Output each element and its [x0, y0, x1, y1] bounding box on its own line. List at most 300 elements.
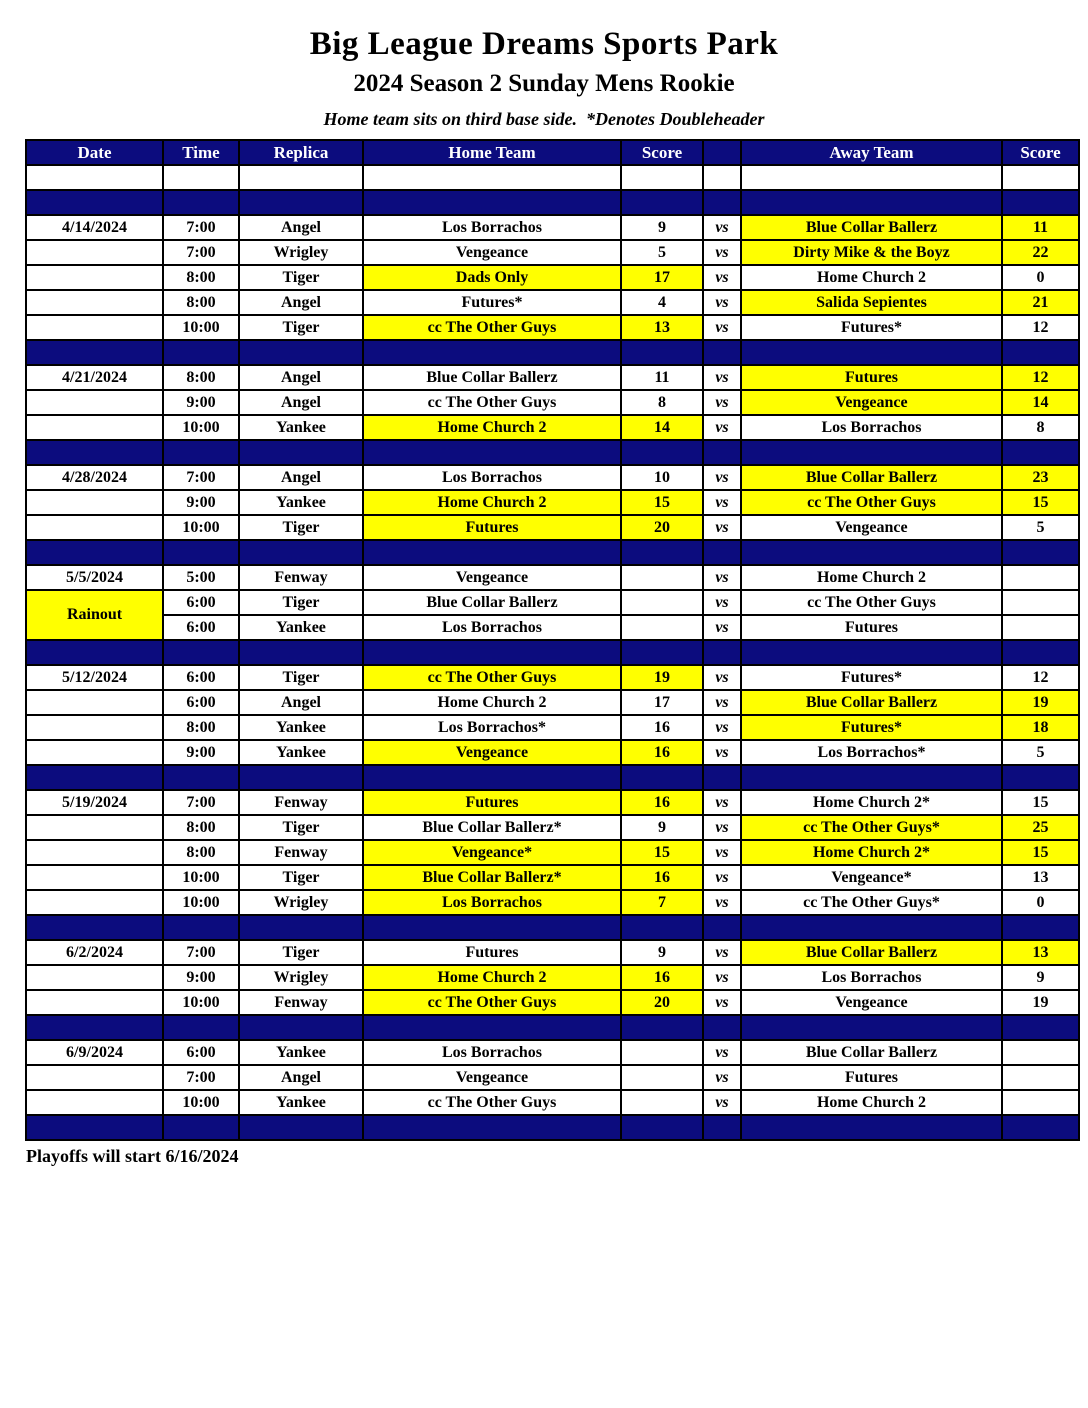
away-score-cell — [1002, 590, 1079, 615]
time-cell: 7:00 — [163, 215, 239, 240]
home-team-cell: Home Church 2 — [363, 965, 621, 990]
empty-cell — [239, 165, 363, 190]
home-team-cell: cc The Other Guys — [363, 1090, 621, 1115]
column-header-date: Date — [26, 140, 163, 165]
column-header-away-team: Away Team — [741, 140, 1002, 165]
away-team-cell: Futures — [741, 615, 1002, 640]
time-cell: 9:00 — [163, 740, 239, 765]
replica-cell: Angel — [239, 465, 363, 490]
separator-cell — [239, 640, 363, 665]
separator-cell — [741, 1015, 1002, 1040]
separator-cell — [239, 340, 363, 365]
away-score-cell — [1002, 1065, 1079, 1090]
separator-cell — [703, 640, 741, 665]
home-team-cell: Los Borrachos* — [363, 715, 621, 740]
away-team-cell: Futures* — [741, 315, 1002, 340]
away-team-cell: Home Church 2 — [741, 265, 1002, 290]
home-team-cell: cc The Other Guys — [363, 315, 621, 340]
rainout-cell: Rainout — [26, 590, 163, 640]
game-row — [26, 215, 1079, 240]
game-row — [26, 665, 1079, 690]
home-score-cell: 9 — [621, 940, 703, 965]
date-cell — [26, 1065, 163, 1090]
separator-cell — [741, 540, 1002, 565]
home-score-cell — [621, 615, 703, 640]
separator-row — [26, 1115, 1079, 1140]
vs-cell: vs — [703, 290, 741, 315]
away-team-cell: cc The Other Guys* — [741, 815, 1002, 840]
away-team-cell: Blue Collar Ballerz — [741, 690, 1002, 715]
column-header-score: Score — [1002, 140, 1079, 165]
vs-cell: vs — [703, 315, 741, 340]
time-cell: 8:00 — [163, 265, 239, 290]
replica-cell: Wrigley — [239, 890, 363, 915]
separator-cell — [621, 340, 703, 365]
separator-cell — [26, 640, 163, 665]
vs-cell: vs — [703, 265, 741, 290]
game-row — [26, 940, 1079, 965]
separator-cell — [26, 915, 163, 940]
separator-cell — [26, 340, 163, 365]
away-team-cell: Futures — [741, 1065, 1002, 1090]
away-score-cell: 14 — [1002, 390, 1079, 415]
home-score-cell: 20 — [621, 990, 703, 1015]
separator-cell — [741, 640, 1002, 665]
column-header-replica: Replica — [239, 140, 363, 165]
time-cell: 7:00 — [163, 240, 239, 265]
vs-cell: vs — [703, 240, 741, 265]
separator-cell — [703, 915, 741, 940]
home-team-cell: Home Church 2 — [363, 690, 621, 715]
date-cell — [26, 290, 163, 315]
date-cell — [26, 690, 163, 715]
empty-cell — [363, 165, 621, 190]
separator-row — [26, 640, 1079, 665]
home-team-cell: Blue Collar Ballerz* — [363, 815, 621, 840]
date-cell: 5/12/2024 — [26, 665, 163, 690]
empty-cell — [741, 165, 1002, 190]
separator-cell — [363, 1015, 621, 1040]
home-team-cell: cc The Other Guys — [363, 990, 621, 1015]
date-cell — [26, 415, 163, 440]
away-score-cell: 12 — [1002, 665, 1079, 690]
separator-cell — [363, 1115, 621, 1140]
page-subtitle: 2024 Season 2 Sunday Mens Rookie — [353, 70, 735, 97]
separator-row — [26, 190, 1079, 215]
game-row — [26, 490, 1079, 515]
empty-cell — [703, 165, 741, 190]
vs-cell: vs — [703, 815, 741, 840]
home-team-cell: Dads Only — [363, 265, 621, 290]
separator-row — [26, 1015, 1079, 1040]
time-cell: 7:00 — [163, 940, 239, 965]
date-cell — [26, 740, 163, 765]
home-score-cell: 20 — [621, 515, 703, 540]
away-team-cell: Blue Collar Ballerz — [741, 215, 1002, 240]
home-team-cell: Vengeance* — [363, 840, 621, 865]
away-team-cell: Vengeance — [741, 390, 1002, 415]
game-row — [26, 815, 1079, 840]
away-team-cell: Blue Collar Ballerz — [741, 465, 1002, 490]
separator-row — [26, 540, 1079, 565]
home-score-cell — [621, 1090, 703, 1115]
home-team-cell: Los Borrachos — [363, 215, 621, 240]
date-cell — [26, 890, 163, 915]
date-cell — [26, 515, 163, 540]
empty-cell — [621, 165, 703, 190]
date-cell — [26, 965, 163, 990]
separator-cell — [621, 1115, 703, 1140]
away-team-cell: Home Church 2 — [741, 565, 1002, 590]
separator-cell — [1002, 540, 1079, 565]
separator-cell — [239, 765, 363, 790]
home-score-cell: 17 — [621, 265, 703, 290]
game-row — [26, 415, 1079, 440]
away-score-cell: 13 — [1002, 865, 1079, 890]
separator-cell — [163, 440, 239, 465]
home-team-cell: Vengeance — [363, 740, 621, 765]
away-team-cell: Home Church 2 — [741, 1090, 1002, 1115]
away-score-cell: 8 — [1002, 415, 1079, 440]
date-cell — [26, 815, 163, 840]
away-team-cell: Vengeance — [741, 990, 1002, 1015]
away-score-cell: 22 — [1002, 240, 1079, 265]
separator-cell — [163, 915, 239, 940]
home-score-cell — [621, 565, 703, 590]
separator-cell — [1002, 440, 1079, 465]
time-cell: 7:00 — [163, 465, 239, 490]
time-cell: 6:00 — [163, 590, 239, 615]
away-team-cell: Home Church 2* — [741, 790, 1002, 815]
game-row — [26, 865, 1079, 890]
home-score-cell: 14 — [621, 415, 703, 440]
away-team-cell: Vengeance* — [741, 865, 1002, 890]
separator-cell — [239, 440, 363, 465]
time-cell: 10:00 — [163, 865, 239, 890]
home-team-note: Home team sits on third base side. *Denotes Doubleheader — [323, 109, 765, 129]
column-header-vs — [703, 140, 741, 165]
vs-cell: vs — [703, 590, 741, 615]
date-cell — [26, 315, 163, 340]
time-cell: 10:00 — [163, 990, 239, 1015]
separator-cell — [703, 340, 741, 365]
game-row — [26, 315, 1079, 340]
home-score-cell — [621, 590, 703, 615]
replica-cell: Tiger — [239, 665, 363, 690]
replica-cell: Angel — [239, 365, 363, 390]
separator-cell — [1002, 640, 1079, 665]
separator-cell — [239, 1015, 363, 1040]
game-row — [26, 1065, 1079, 1090]
time-cell: 7:00 — [163, 790, 239, 815]
away-team-cell: Futures — [741, 365, 1002, 390]
time-cell: 8:00 — [163, 840, 239, 865]
replica-cell: Tiger — [239, 515, 363, 540]
away-score-cell: 13 — [1002, 940, 1079, 965]
game-row — [26, 515, 1079, 540]
game-row — [26, 840, 1079, 865]
replica-cell: Fenway — [239, 790, 363, 815]
separator-cell — [26, 540, 163, 565]
vs-cell: vs — [703, 740, 741, 765]
away-score-cell: 18 — [1002, 715, 1079, 740]
away-team-cell: Dirty Mike & the Boyz — [741, 240, 1002, 265]
playoffs-note: Playoffs will start 6/16/2024 — [26, 1146, 239, 1166]
vs-cell: vs — [703, 465, 741, 490]
home-team-cell: Futures — [363, 515, 621, 540]
home-score-cell: 19 — [621, 665, 703, 690]
date-cell — [26, 240, 163, 265]
away-team-cell: cc The Other Guys — [741, 590, 1002, 615]
away-score-cell: 21 — [1002, 290, 1079, 315]
date-cell — [26, 865, 163, 890]
home-team-cell: Vengeance — [363, 565, 621, 590]
date-cell: 6/2/2024 — [26, 940, 163, 965]
separator-cell — [163, 765, 239, 790]
home-score-cell: 8 — [621, 390, 703, 415]
vs-cell: vs — [703, 690, 741, 715]
time-cell: 7:00 — [163, 1065, 239, 1090]
empty-row — [26, 165, 1079, 190]
home-score-cell: 16 — [621, 740, 703, 765]
home-score-cell: 5 — [621, 240, 703, 265]
game-row — [26, 690, 1079, 715]
away-team-cell: Home Church 2* — [741, 840, 1002, 865]
vs-cell: vs — [703, 565, 741, 590]
separator-cell — [741, 915, 1002, 940]
home-score-cell: 7 — [621, 890, 703, 915]
vs-cell: vs — [703, 890, 741, 915]
replica-cell: Yankee — [239, 740, 363, 765]
home-score-cell: 16 — [621, 865, 703, 890]
away-score-cell: 15 — [1002, 490, 1079, 515]
replica-cell: Tiger — [239, 940, 363, 965]
date-cell — [26, 490, 163, 515]
separator-cell — [363, 540, 621, 565]
separator-cell — [703, 1015, 741, 1040]
away-score-cell: 11 — [1002, 215, 1079, 240]
date-cell: 5/5/2024 — [26, 565, 163, 590]
replica-cell: Angel — [239, 290, 363, 315]
separator-cell — [239, 1115, 363, 1140]
away-team-cell: Futures* — [741, 715, 1002, 740]
vs-cell: vs — [703, 515, 741, 540]
separator-cell — [703, 1115, 741, 1140]
away-team-cell: cc The Other Guys — [741, 490, 1002, 515]
home-team-cell: Los Borrachos — [363, 890, 621, 915]
vs-cell: vs — [703, 390, 741, 415]
replica-cell: Tiger — [239, 265, 363, 290]
separator-row — [26, 915, 1079, 940]
time-cell: 10:00 — [163, 1090, 239, 1115]
replica-cell: Angel — [239, 215, 363, 240]
empty-cell — [163, 165, 239, 190]
vs-cell: vs — [703, 1040, 741, 1065]
home-score-cell: 9 — [621, 215, 703, 240]
home-score-cell — [621, 1040, 703, 1065]
home-team-cell: Futures — [363, 940, 621, 965]
home-team-cell: Home Church 2 — [363, 490, 621, 515]
home-team-cell: cc The Other Guys — [363, 390, 621, 415]
game-row — [26, 565, 1079, 590]
separator-cell — [163, 1015, 239, 1040]
home-score-cell: 16 — [621, 965, 703, 990]
away-score-cell: 0 — [1002, 265, 1079, 290]
replica-cell: Tiger — [239, 315, 363, 340]
home-score-cell: 10 — [621, 465, 703, 490]
replica-cell: Tiger — [239, 865, 363, 890]
vs-cell: vs — [703, 865, 741, 890]
game-row — [26, 890, 1079, 915]
away-score-cell: 19 — [1002, 690, 1079, 715]
separator-cell — [621, 190, 703, 215]
away-team-cell: Los Borrachos* — [741, 740, 1002, 765]
replica-cell: Yankee — [239, 415, 363, 440]
separator-cell — [363, 765, 621, 790]
game-row — [26, 740, 1079, 765]
separator-cell — [363, 640, 621, 665]
home-score-cell: 16 — [621, 715, 703, 740]
time-cell: 6:00 — [163, 615, 239, 640]
home-team-cell: Blue Collar Ballerz — [363, 365, 621, 390]
away-team-cell: cc The Other Guys* — [741, 890, 1002, 915]
replica-cell: Yankee — [239, 1040, 363, 1065]
vs-cell: vs — [703, 715, 741, 740]
away-score-cell — [1002, 1090, 1079, 1115]
vs-cell: vs — [703, 490, 741, 515]
game-row — [26, 465, 1079, 490]
separator-cell — [1002, 190, 1079, 215]
home-team-cell: Los Borrachos — [363, 465, 621, 490]
separator-cell — [363, 915, 621, 940]
separator-cell — [1002, 915, 1079, 940]
separator-cell — [26, 765, 163, 790]
separator-cell — [239, 190, 363, 215]
date-cell — [26, 990, 163, 1015]
away-score-cell: 15 — [1002, 790, 1079, 815]
empty-cell — [1002, 165, 1079, 190]
separator-cell — [741, 340, 1002, 365]
replica-cell: Tiger — [239, 590, 363, 615]
home-score-cell: 15 — [621, 490, 703, 515]
replica-cell: Yankee — [239, 490, 363, 515]
separator-cell — [741, 1115, 1002, 1140]
time-cell: 9:00 — [163, 490, 239, 515]
date-cell: 4/28/2024 — [26, 465, 163, 490]
home-team-cell: Los Borrachos — [363, 1040, 621, 1065]
home-score-cell: 13 — [621, 315, 703, 340]
away-team-cell: Salida Sepientes — [741, 290, 1002, 315]
column-header-time: Time — [163, 140, 239, 165]
game-row — [26, 265, 1079, 290]
game-row — [26, 615, 1079, 640]
replica-cell: Fenway — [239, 565, 363, 590]
away-score-cell — [1002, 565, 1079, 590]
away-team-cell: Blue Collar Ballerz — [741, 940, 1002, 965]
game-row — [26, 990, 1079, 1015]
home-team-cell: Futures — [363, 790, 621, 815]
home-team-cell: Futures* — [363, 290, 621, 315]
separator-cell — [239, 540, 363, 565]
home-team-cell: cc The Other Guys — [363, 665, 621, 690]
replica-cell: Wrigley — [239, 965, 363, 990]
away-team-cell: Los Borrachos — [741, 965, 1002, 990]
time-cell: 6:00 — [163, 665, 239, 690]
game-row — [26, 240, 1079, 265]
away-score-cell: 0 — [1002, 890, 1079, 915]
home-team-cell: Vengeance — [363, 1065, 621, 1090]
separator-cell — [163, 1115, 239, 1140]
separator-cell — [741, 190, 1002, 215]
vs-cell: vs — [703, 1065, 741, 1090]
away-score-cell: 12 — [1002, 365, 1079, 390]
separator-cell — [363, 440, 621, 465]
separator-row — [26, 765, 1079, 790]
game-row — [26, 590, 1079, 615]
separator-cell — [741, 765, 1002, 790]
away-score-cell: 23 — [1002, 465, 1079, 490]
game-row — [26, 1040, 1079, 1065]
time-cell: 10:00 — [163, 315, 239, 340]
time-cell: 8:00 — [163, 365, 239, 390]
empty-cell — [26, 165, 163, 190]
replica-cell: Fenway — [239, 840, 363, 865]
date-cell — [26, 390, 163, 415]
away-team-cell: Futures* — [741, 665, 1002, 690]
vs-cell: vs — [703, 365, 741, 390]
away-score-cell: 15 — [1002, 840, 1079, 865]
away-team-cell: Los Borrachos — [741, 415, 1002, 440]
separator-cell — [363, 340, 621, 365]
away-team-cell: Vengeance — [741, 515, 1002, 540]
time-cell: 9:00 — [163, 965, 239, 990]
page-title: Big League Dreams Sports Park — [309, 26, 779, 62]
away-score-cell: 9 — [1002, 965, 1079, 990]
replica-cell: Yankee — [239, 615, 363, 640]
separator-cell — [26, 1015, 163, 1040]
away-score-cell: 25 — [1002, 815, 1079, 840]
time-cell: 10:00 — [163, 515, 239, 540]
game-row — [26, 390, 1079, 415]
home-team-cell: Los Borrachos — [363, 615, 621, 640]
separator-cell — [1002, 1115, 1079, 1140]
time-cell: 8:00 — [163, 290, 239, 315]
home-score-cell: 11 — [621, 365, 703, 390]
separator-cell — [363, 190, 621, 215]
home-team-cell: Home Church 2 — [363, 415, 621, 440]
vs-cell: vs — [703, 940, 741, 965]
game-row — [26, 365, 1079, 390]
separator-cell — [26, 440, 163, 465]
vs-cell: vs — [703, 790, 741, 815]
vs-cell: vs — [703, 965, 741, 990]
replica-cell: Yankee — [239, 715, 363, 740]
separator-cell — [26, 1115, 163, 1140]
separator-cell — [163, 190, 239, 215]
separator-cell — [703, 765, 741, 790]
game-row — [26, 715, 1079, 740]
home-score-cell: 15 — [621, 840, 703, 865]
home-team-cell: Vengeance — [363, 240, 621, 265]
home-score-cell — [621, 1065, 703, 1090]
separator-cell — [163, 640, 239, 665]
replica-cell: Wrigley — [239, 240, 363, 265]
time-cell: 6:00 — [163, 1040, 239, 1065]
separator-cell — [621, 765, 703, 790]
away-score-cell — [1002, 1040, 1079, 1065]
home-score-cell: 9 — [621, 815, 703, 840]
vs-cell: vs — [703, 665, 741, 690]
